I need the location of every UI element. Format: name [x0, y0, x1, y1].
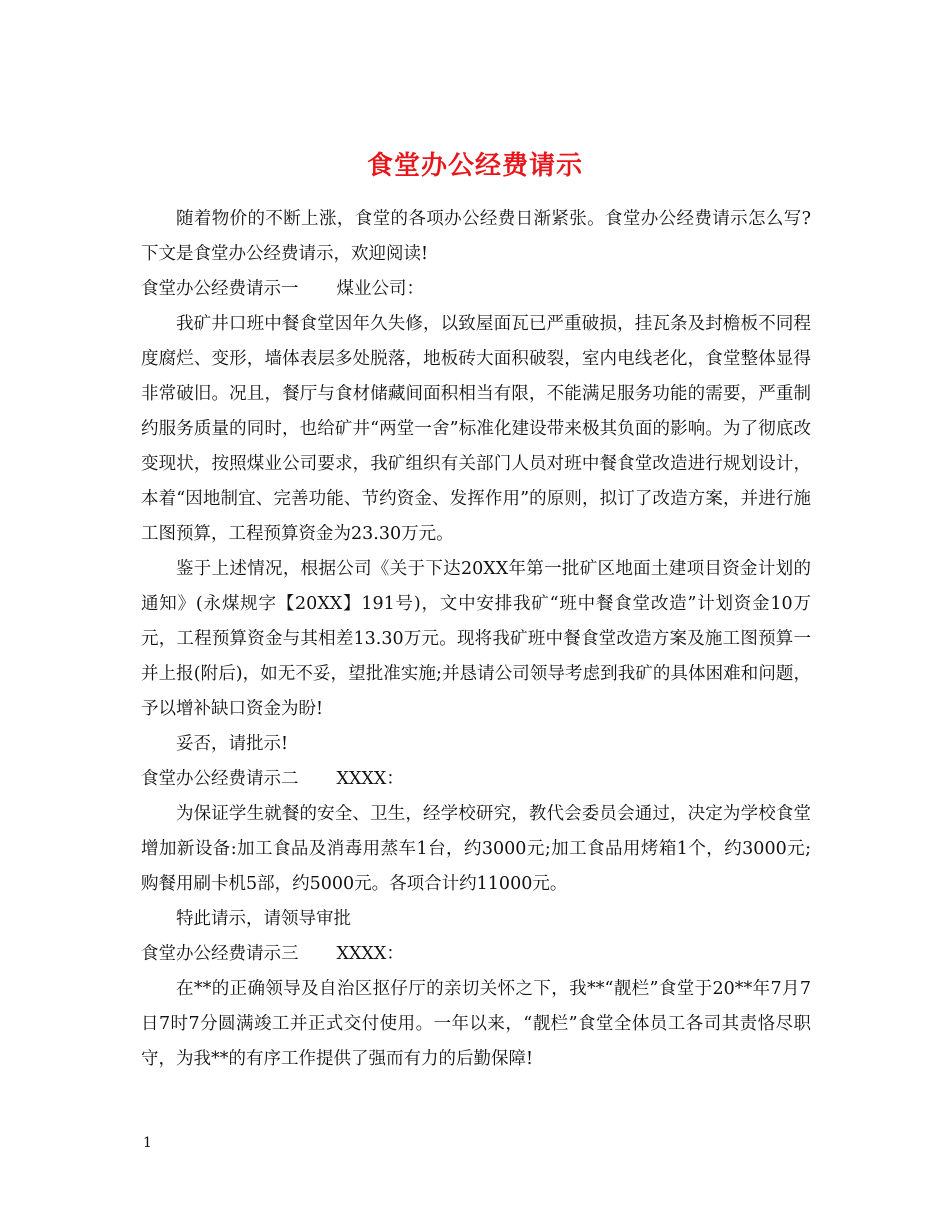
section-3-paragraph-1: 在**的正确领导及自治区抠仔厅的亲切关怀之下，我**“靓栏”食堂于20**年7月7日7时7分圆满竣工并正式交付使用。一年以来，“靓栏”食堂全体员工各司其责恪尽职守，为我**的有序工作提供了强而有力的后勤保障!	[141, 979, 811, 1069]
section-1-heading	[141, 272, 811, 307]
section-1-addressee: 煤业公司：	[336, 279, 424, 299]
document-title: 食堂办公经费请示	[366, 151, 583, 182]
page-number: 1	[143, 1135, 152, 1151]
section-2-paragraph-1: 为保证学生就餐的安全、卫生，经学校研究，教代会委员会通过，决定为学校食堂增加新设备:加工食品及消毒用蒸车1台，约3000元;加工食品用烤箱1个，约3000元;购餐用刷卡机5部，约5000元。各项合计约11000元。	[141, 804, 811, 894]
intro-paragraph: 随着物价的不断上涨，食堂的各项办公经费日渐紧张。食堂办公经费请示怎么写?下文是食堂办公经费请示，欢迎阅读!	[141, 209, 811, 264]
section-2-addressee: XXXX：	[336, 769, 404, 789]
section-1-title: 食堂办公经费请示一	[141, 279, 299, 299]
section-3-addressee: XXXX：	[336, 944, 404, 964]
section-1-paragraph-2: 鉴于上述情况，根据公司《关于下达20XX年第一批矿区地面土建项目资金计划的通知》(永煤规字【20XX】191号)，文中安排我矿“班中餐食堂改造”计划资金10万元，工程预算资金与其相差13.30万元。现将我矿班中餐食堂改造方案及施工图预算一并上报(附后)，如无不妥，望批准实施;并恳请公司领导考虑到我矿的具体困难和问题，予以增补缺口资金为盼!	[141, 559, 811, 719]
section-2-title: 食堂办公经费请示二	[141, 769, 299, 789]
section-3-heading	[141, 937, 811, 972]
section-1-closing: 妥否，请批示!	[176, 734, 289, 754]
document-body	[141, 202, 811, 1077]
section-2-heading	[141, 762, 811, 797]
section-2-closing: 特此请示，请领导审批	[176, 909, 351, 929]
section-3-title: 食堂办公经费请示三	[141, 944, 299, 964]
section-1-paragraph-1: 我矿井口班中餐食堂因年久失修，以致屋面瓦已严重破损，挂瓦条及封檐板不同程度腐烂、变形，墙体表层多处脱落，地板砖大面积破裂，室内电线老化，食堂整体显得非常破旧。况且，餐厅与食材储藏间面积相当有限，不能满足服务功能的需要，严重制约服务质量的同时，也给矿井“两堂一舍”标准化建设带来极其负面的影响。为了彻底改变现状，按照煤业公司要求，我矿组织有关部门人员对班中餐食堂改造进行规划设计，本着“因地制宜、完善功能、节约资金、发挥作用”的原则，拟订了改造方案，并进行施工图预算，工程预算资金为23.30万元。	[141, 314, 811, 544]
